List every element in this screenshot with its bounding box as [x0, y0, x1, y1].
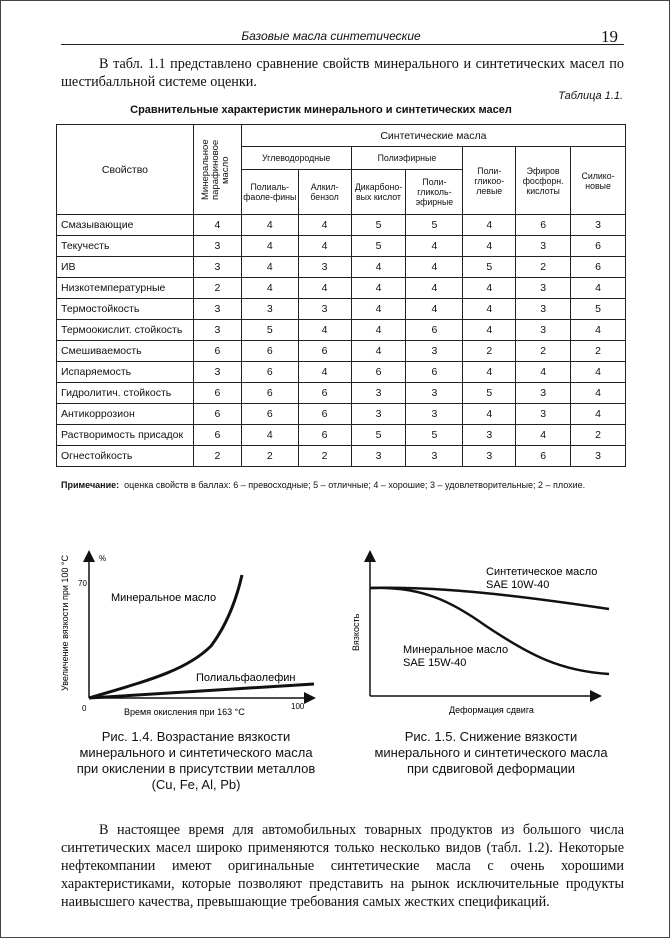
- y-unit: %: [99, 554, 107, 563]
- header-phosphate: Эфиров фосфорн. кислоты: [516, 147, 571, 215]
- score-cell: 4: [571, 383, 626, 404]
- pao-label: Полиальфаолефин: [196, 672, 296, 684]
- score-cell: 4: [351, 278, 406, 299]
- figure-1-4: [56, 541, 336, 721]
- score-cell: 3: [351, 383, 406, 404]
- score-cell: 2: [193, 278, 241, 299]
- score-cell: 3: [298, 257, 351, 278]
- score-cell: 4: [241, 257, 298, 278]
- score-cell: 3: [193, 236, 241, 257]
- score-cell: 4: [463, 299, 516, 320]
- score-cell: 6: [241, 362, 298, 383]
- score-cell: 2: [516, 257, 571, 278]
- x-tick-100: 100: [291, 702, 305, 711]
- page-number: 19: [601, 27, 618, 46]
- synthetic-label-1: Синтетическое масло: [486, 566, 598, 578]
- property-cell: Текучесть: [57, 236, 194, 257]
- score-cell: 2: [571, 425, 626, 446]
- pao-curve: [89, 684, 314, 698]
- score-cell: 4: [298, 236, 351, 257]
- property-cell: Смешиваемость: [57, 341, 194, 362]
- score-cell: 6: [571, 236, 626, 257]
- header-silicone: Силико-новые: [571, 147, 626, 215]
- score-cell: 3: [406, 404, 463, 425]
- score-cell: 6: [516, 215, 571, 236]
- property-cell: Растворимость присадок: [57, 425, 194, 446]
- score-cell: 2: [298, 446, 351, 467]
- score-cell: 3: [516, 236, 571, 257]
- score-cell: 3: [571, 446, 626, 467]
- score-cell: 3: [298, 299, 351, 320]
- score-cell: 6: [406, 362, 463, 383]
- property-cell: Гидролитич. стойкость: [57, 383, 194, 404]
- header-hydrocarbon: Углеводородные: [241, 147, 351, 170]
- score-cell: 4: [463, 362, 516, 383]
- score-cell: 6: [193, 341, 241, 362]
- score-cell: 5: [406, 425, 463, 446]
- mineral-label-2: SAE 15W-40: [403, 657, 467, 669]
- score-cell: 3: [516, 404, 571, 425]
- score-cell: 6: [241, 383, 298, 404]
- score-cell: 4: [463, 215, 516, 236]
- score-cell: 6: [298, 383, 351, 404]
- y-tick-70: 70: [78, 579, 87, 588]
- score-cell: 4: [571, 320, 626, 341]
- score-cell: 2: [241, 446, 298, 467]
- mineral-oil-label: Минеральное масло: [111, 592, 217, 604]
- intro-paragraph: В табл. 1.1 представлено сравнение свойств минерального и синтетических масел по шестибалльной системе оценки.: [61, 56, 624, 90]
- property-cell: ИВ: [57, 257, 194, 278]
- score-cell: 3: [516, 320, 571, 341]
- table-number: Таблица 1.1.: [558, 90, 623, 102]
- property-cell: Смазывающие: [57, 215, 194, 236]
- score-cell: 3: [406, 383, 463, 404]
- score-cell: 4: [241, 425, 298, 446]
- score-cell: 4: [298, 278, 351, 299]
- x-axis-label: Время окисления при 163 °С: [124, 707, 245, 717]
- synthetic-label-2: SAE 10W-40: [486, 579, 550, 591]
- figure-1-4-caption: Рис. 1.4. Возрастание вязкости минерального и синтетического масла при окислении в присутствии металлов (Cu, Fe, Al, Pb): [76, 729, 316, 792]
- score-cell: 4: [463, 320, 516, 341]
- score-cell: 3: [406, 446, 463, 467]
- score-cell: 4: [298, 320, 351, 341]
- x-axis-label: Деформация сдвига: [449, 705, 534, 715]
- closing-paragraph: В настоящее время для автомобильных товарных продуктов из большого числа синтетических масел широко применяются только несколько видов (табл. 1.2). Некоторые нефтекомпании имеют оригинальные синтетические масла с очень хорошими характеристиками, которые позволяют представить на рынок исключительные продукты наивысшего качества, превышающие требования самых жестких спецификаций.: [61, 822, 624, 910]
- y-axis-label: Вязкость: [351, 613, 361, 651]
- table-row: [57, 320, 626, 341]
- table-row: [57, 425, 626, 446]
- table-body: [57, 215, 626, 467]
- table-row: [57, 362, 626, 383]
- x-origin: 0: [82, 704, 87, 713]
- score-cell: 6: [351, 362, 406, 383]
- score-cell: 4: [463, 404, 516, 425]
- score-cell: 3: [193, 299, 241, 320]
- score-cell: 4: [241, 278, 298, 299]
- score-cell: 4: [193, 215, 241, 236]
- score-cell: 6: [193, 425, 241, 446]
- score-cell: 4: [298, 215, 351, 236]
- table-row: [57, 383, 626, 404]
- score-cell: 4: [241, 236, 298, 257]
- score-cell: 4: [516, 425, 571, 446]
- table-row: [57, 299, 626, 320]
- score-cell: 3: [351, 404, 406, 425]
- note-label: Примечание:: [61, 480, 120, 490]
- score-cell: 6: [406, 320, 463, 341]
- property-cell: Термоокислит. стойкость: [57, 320, 194, 341]
- score-cell: 3: [516, 278, 571, 299]
- score-cell: 5: [571, 299, 626, 320]
- table-row: [57, 278, 626, 299]
- header-mineral: Минеральное парафиновое масло: [193, 125, 241, 215]
- table-row: [57, 257, 626, 278]
- score-cell: 4: [571, 278, 626, 299]
- score-cell: 4: [406, 257, 463, 278]
- score-cell: 4: [463, 236, 516, 257]
- header-property: Свойство: [57, 125, 194, 215]
- score-cell: 6: [298, 404, 351, 425]
- property-cell: Антикоррозион: [57, 404, 194, 425]
- score-cell: 6: [241, 404, 298, 425]
- score-cell: 5: [241, 320, 298, 341]
- score-cell: 6: [571, 257, 626, 278]
- score-cell: 6: [516, 446, 571, 467]
- score-cell: 4: [351, 299, 406, 320]
- score-cell: 2: [193, 446, 241, 467]
- score-cell: 5: [463, 257, 516, 278]
- running-title: Базовые масла синтетические: [241, 29, 421, 43]
- property-cell: Низкотемпературные: [57, 278, 194, 299]
- header-polyglycol: Поли-гликоо-левые: [463, 147, 516, 215]
- table-row: [57, 404, 626, 425]
- score-cell: 4: [241, 215, 298, 236]
- score-cell: 3: [193, 320, 241, 341]
- property-cell: Огнестойкость: [57, 446, 194, 467]
- note-text: оценка свойств в баллах: 6 – превосходные; 5 – отличные; 4 – хорошие; 3 – удовлетворительные; 2 – плохие.: [124, 480, 586, 490]
- score-cell: 4: [406, 299, 463, 320]
- score-cell: 4: [351, 320, 406, 341]
- table-row: [57, 341, 626, 362]
- score-cell: 3: [463, 446, 516, 467]
- score-cell: 3: [516, 383, 571, 404]
- header-dicarboxylic: Дикарбоно-вых кислот: [351, 170, 406, 215]
- property-cell: Термостойкость: [57, 299, 194, 320]
- header-synthetic: Синтетические масла: [241, 125, 625, 147]
- table-title: Сравнительные характеристик минерального и синтетических масел: [130, 104, 512, 116]
- y-axis-label: Увеличение вязкости при 100 °С: [60, 555, 70, 691]
- table-row: [57, 215, 626, 236]
- score-cell: 6: [193, 404, 241, 425]
- header-pao: Полиаль-фаоле-фины: [241, 170, 298, 215]
- score-cell: 5: [351, 236, 406, 257]
- header-divider: [61, 44, 624, 45]
- score-cell: 3: [351, 446, 406, 467]
- score-cell: 3: [406, 341, 463, 362]
- score-cell: 4: [463, 278, 516, 299]
- score-cell: 4: [298, 362, 351, 383]
- score-cell: 6: [193, 383, 241, 404]
- header-alkylbenzene: Алкил-бензол: [298, 170, 351, 215]
- score-cell: 3: [571, 215, 626, 236]
- header-polyester: Полиэфирные: [351, 147, 463, 170]
- score-cell: 2: [571, 341, 626, 362]
- score-cell: 4: [406, 236, 463, 257]
- score-cell: 5: [351, 425, 406, 446]
- score-cell: 3: [193, 362, 241, 383]
- score-cell: 4: [351, 341, 406, 362]
- score-cell: 4: [571, 404, 626, 425]
- table-note: [61, 479, 626, 491]
- score-cell: 6: [298, 425, 351, 446]
- figure-1-5: [341, 541, 621, 721]
- score-cell: 5: [351, 215, 406, 236]
- table-row: [57, 446, 626, 467]
- score-cell: 6: [241, 341, 298, 362]
- score-cell: 5: [463, 383, 516, 404]
- property-cell: Испаряемость: [57, 362, 194, 383]
- score-cell: 4: [406, 278, 463, 299]
- score-cell: 3: [516, 299, 571, 320]
- score-cell: 3: [463, 425, 516, 446]
- score-cell: 3: [193, 257, 241, 278]
- score-cell: 4: [516, 362, 571, 383]
- score-cell: 3: [241, 299, 298, 320]
- score-cell: 2: [463, 341, 516, 362]
- score-cell: 5: [406, 215, 463, 236]
- comparison-table: [56, 124, 626, 467]
- figure-1-5-caption: Рис. 1.5. Снижение вязкости минерального и синтетического масла при сдвиговой деформации: [374, 729, 608, 776]
- mineral-label-1: Минеральное масло: [403, 644, 509, 656]
- score-cell: 4: [571, 362, 626, 383]
- score-cell: 6: [298, 341, 351, 362]
- score-cell: 4: [351, 257, 406, 278]
- table-row: [57, 236, 626, 257]
- header-polyglycolester: Поли-гликоль-эфирные: [406, 170, 463, 215]
- score-cell: 2: [516, 341, 571, 362]
